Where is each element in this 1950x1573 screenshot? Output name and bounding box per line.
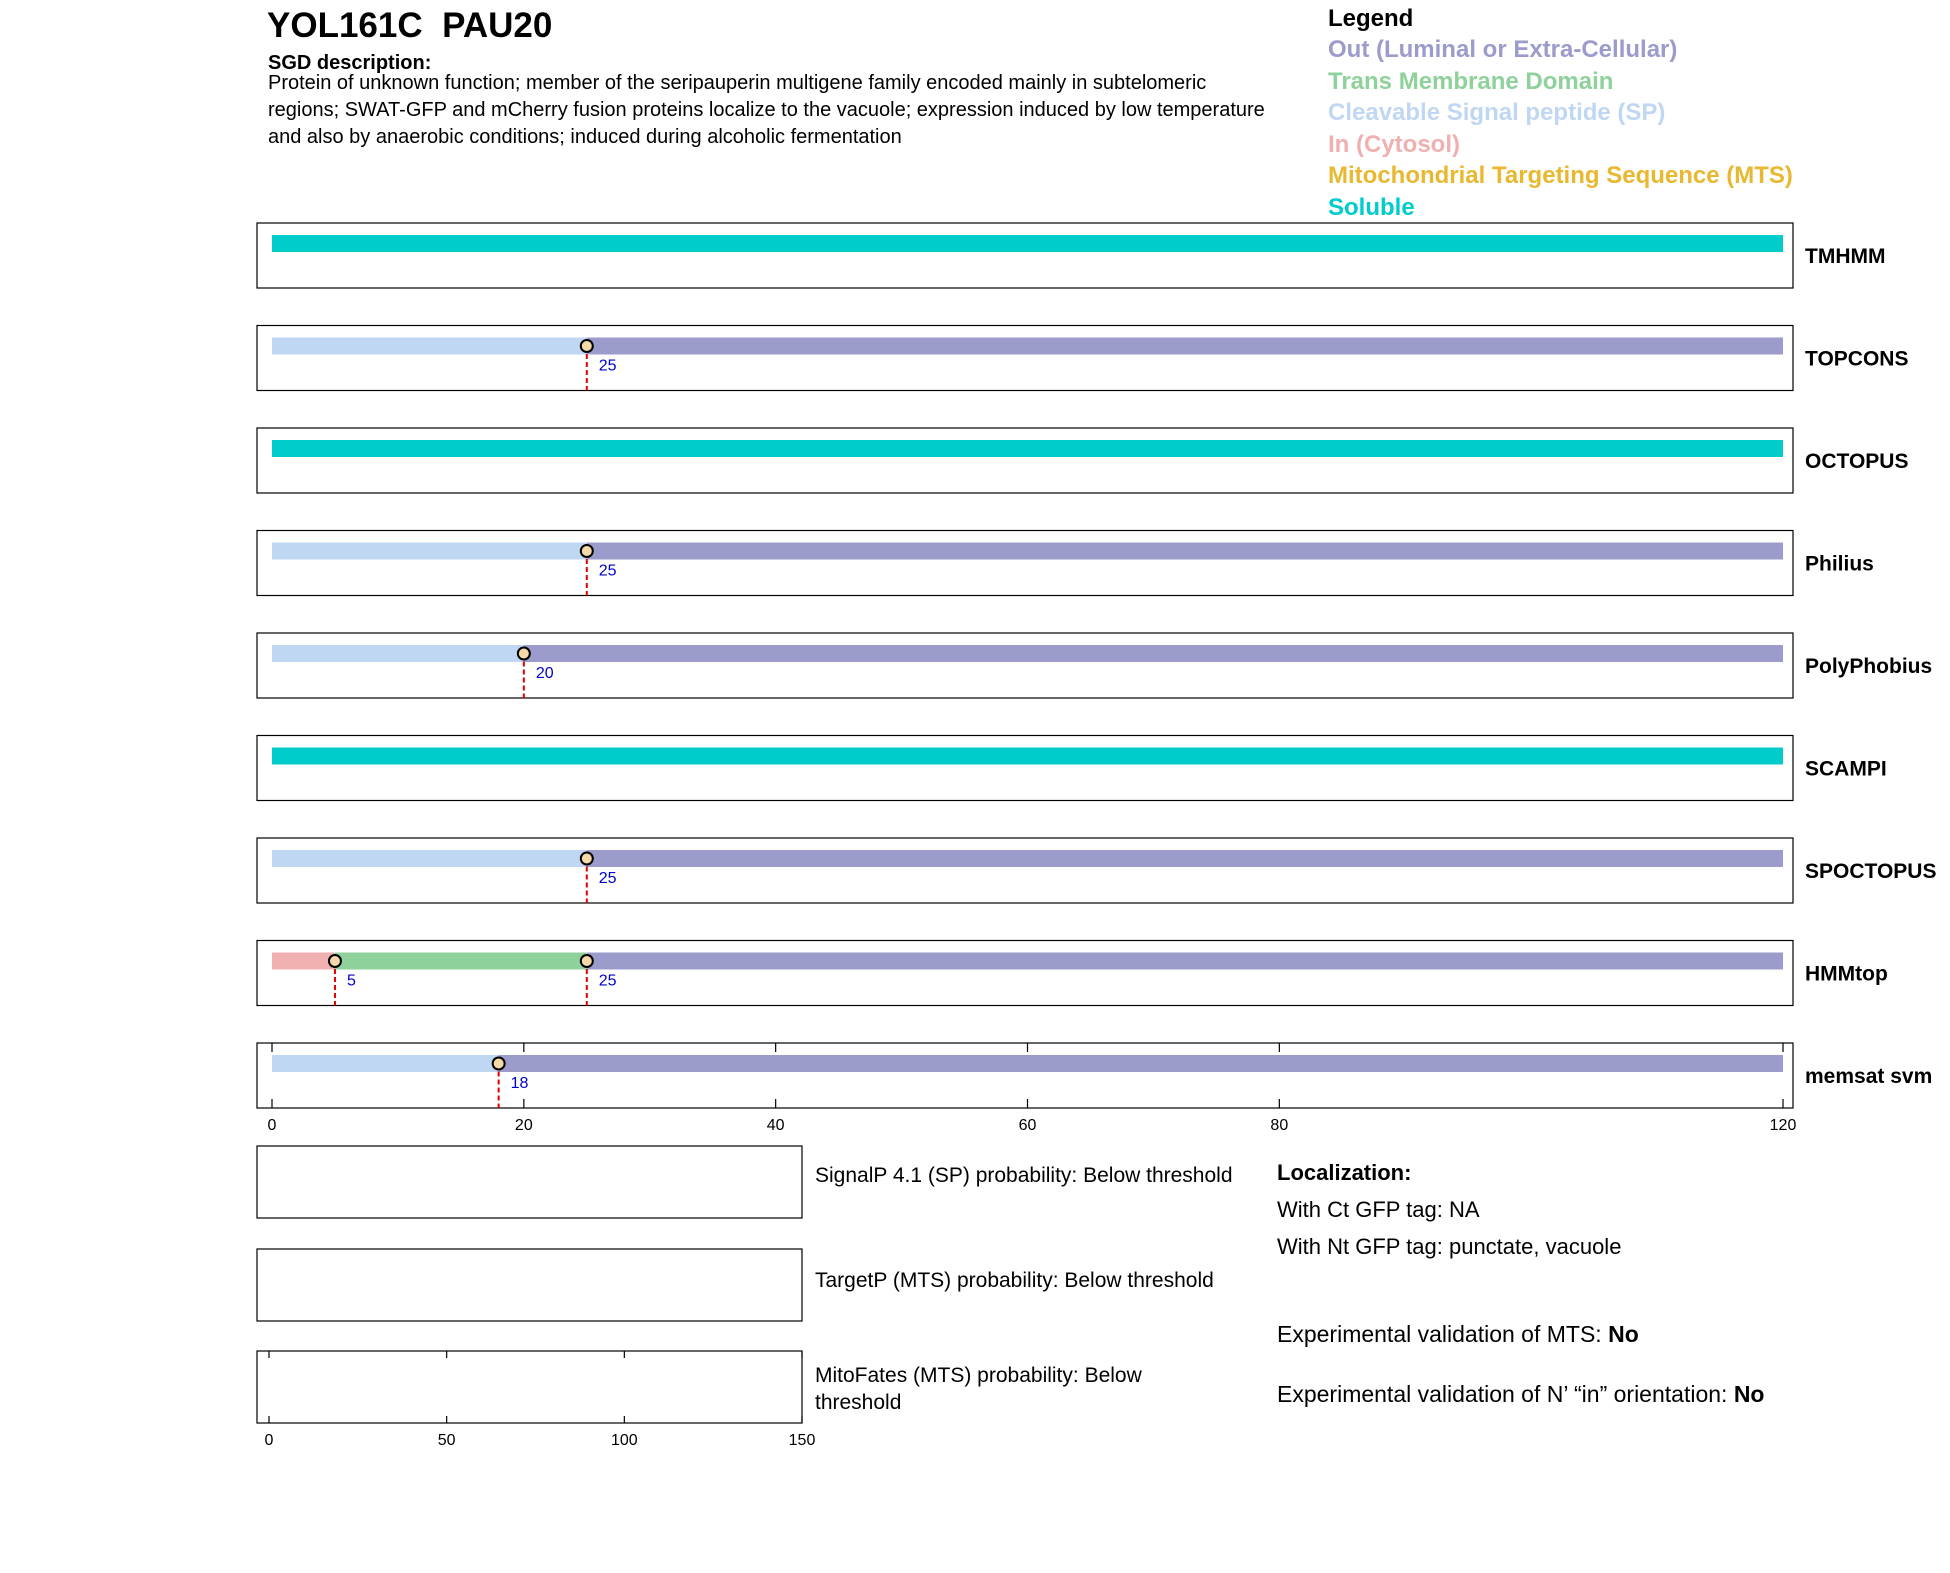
- track-name-6: SPOCTOPUS: [1805, 860, 1937, 883]
- segment-7-2: [587, 953, 1783, 970]
- segment-7-1: [335, 953, 587, 970]
- x-tick-label-1: 20: [514, 1117, 533, 1134]
- segment-8-1: [499, 1055, 1783, 1072]
- track-name-4: PolyPhobius: [1805, 655, 1933, 678]
- x-tick-label-3: 60: [1018, 1117, 1037, 1134]
- segment-1-1: [587, 338, 1783, 355]
- track-name-2: OCTOPUS: [1805, 450, 1909, 473]
- track-name-7: HMMtop: [1805, 962, 1888, 986]
- nin-validation: [1277, 1381, 1764, 1408]
- segment-4-1: [524, 645, 1783, 662]
- segment-3-1: [587, 543, 1783, 560]
- legend-item-in: In (Cytosol): [1328, 130, 1460, 158]
- legend-item-mts: Mitochondrial Targeting Sequence (MTS): [1328, 162, 1793, 190]
- boundary-label-7-0: 5: [346, 972, 356, 990]
- boundary-marker-7-0: [329, 955, 341, 967]
- legend-item-tm: Trans Membrane Domain: [1328, 67, 1614, 95]
- prob-panel-0: [257, 1146, 802, 1218]
- track-box-3: [257, 531, 1793, 596]
- boundary-label-4-0: 20: [535, 665, 554, 682]
- segment-4-0: [272, 645, 524, 662]
- track-box-8: [257, 1043, 1793, 1108]
- segment-7-0: [272, 953, 335, 970]
- x-tick-label-0: 0: [267, 1117, 277, 1134]
- mts-validation-label: Experimental validation of MTS:: [1277, 1321, 1609, 1347]
- track-name-0: TMHMM: [1805, 245, 1886, 268]
- track-box-2: [257, 428, 1793, 493]
- track-name-3: Philius: [1805, 552, 1874, 576]
- track-name-1: TOPCONS: [1805, 347, 1909, 371]
- legend-item-soluble: Soluble: [1328, 193, 1415, 221]
- boundary-label-7-1: 25: [598, 972, 617, 990]
- mts-validation-value: No: [1608, 1321, 1639, 1347]
- nin-validation-value: No: [1733, 1381, 1765, 1407]
- segment-2-0: [272, 440, 1783, 457]
- signalp-label: SignalP 4.1 (SP) probability: Below threshold: [815, 1164, 1233, 1187]
- segment-5-0: [272, 748, 1783, 765]
- x-tick-label-4: 80: [1270, 1117, 1289, 1134]
- prob-tick-label-1: 50: [437, 1432, 456, 1449]
- boundary-marker-6-0: [581, 853, 593, 865]
- description-heading: SGD description:: [268, 52, 432, 74]
- prob-tick-label-3: 150: [788, 1432, 816, 1449]
- boundary-marker-1-0: [581, 340, 593, 352]
- mts-validation: [1277, 1321, 1639, 1348]
- boundary-label-6-0: 25: [598, 870, 617, 887]
- prob-panel-1: [257, 1249, 802, 1321]
- track-box-7: [257, 941, 1793, 1006]
- page-title: YOL161C PAU20: [267, 6, 553, 45]
- mitofates-label: MitoFates (MTS) probability: Below threshold: [815, 1364, 1142, 1414]
- localization-heading: Localization:: [1277, 1160, 1412, 1185]
- boundary-marker-8-0: [493, 1058, 505, 1070]
- segment-3-0: [272, 543, 587, 560]
- track-box-4: [257, 633, 1793, 698]
- track-box-5: [257, 736, 1793, 801]
- prob-tick-label-0: 0: [264, 1432, 274, 1449]
- prob-tick-label-2: 100: [610, 1432, 638, 1449]
- boundary-label-3-0: 25: [598, 562, 617, 580]
- segment-6-1: [587, 850, 1783, 867]
- localization-nt: With Nt GFP tag: punctate, vacuole: [1277, 1234, 1622, 1259]
- legend-item-sp: Cleavable Signal peptide (SP): [1328, 99, 1666, 127]
- targetp-label: TargetP (MTS) probability: Below threshold: [815, 1269, 1214, 1292]
- x-tick-label-5: 120: [1769, 1117, 1797, 1134]
- track-box-0: [257, 223, 1793, 288]
- boundary-label-8-0: 18: [510, 1075, 529, 1092]
- segment-8-0: [272, 1055, 499, 1072]
- x-tick-label-2: 40: [766, 1117, 785, 1134]
- segment-0-0: [272, 235, 1783, 252]
- boundary-marker-3-0: [581, 545, 593, 557]
- boundary-marker-7-1: [581, 955, 593, 967]
- nin-validation-label: Experimental validation of N’ “in” orientation:: [1277, 1381, 1734, 1407]
- track-box-1: [257, 326, 1793, 391]
- boundary-label-1-0: 25: [598, 357, 617, 375]
- description-text: Protein of unknown function; member of the seripauperin multigene family encoded mainly in subtelomeric regions; SWAT-GFP and mCherry fusion proteins localize to the vacuole; expression induced by low temperature and also by anaerobic conditions; induced during alcoholic fermentation: [268, 72, 1265, 148]
- segment-6-0: [272, 850, 587, 867]
- boundary-marker-4-0: [518, 648, 530, 660]
- segment-1-0: [272, 338, 587, 355]
- prob-panel-2: [257, 1351, 802, 1423]
- track-name-5: SCAMPI: [1805, 757, 1887, 781]
- legend-title: Legend: [1328, 5, 1414, 32]
- track-box-6: [257, 838, 1793, 903]
- track-name-8: memsat svm: [1805, 1065, 1933, 1088]
- legend-item-out: Out (Luminal or Extra-Cellular): [1328, 36, 1678, 63]
- localization-ct: With Ct GFP tag: NA: [1277, 1197, 1480, 1222]
